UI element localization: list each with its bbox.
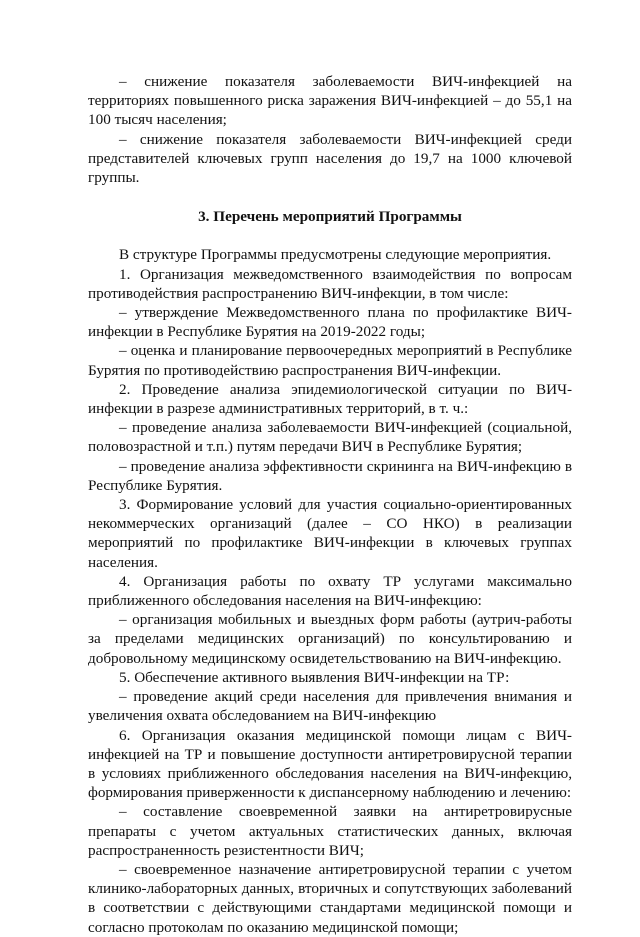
paragraph: В структуре Программы предусмотрены следующие мероприятия. <box>119 246 552 264</box>
paragraph: – проведение анализа заболеваемости ВИЧ-инфекцией (социальной, половозрастной и т.п.) путям передачи ВИЧ в Республике Бурятия; <box>88 419 572 456</box>
paragraph: – организация мобильных и выездных форм работы (аутрич-работы за пределами медицинских организаций) по консультированию и добровольному медицинскому освидетельствованию на ВИЧ-инфекцию. <box>88 611 572 667</box>
paragraph: 4. Организация работы по охвату ТР услугами максимально приближенного обследования населения на ВИЧ-инфекцию: <box>88 572 572 610</box>
paragraph: – своевременное назначение антиретровирусной терапии с учетом клинико-лабораторных данных, вторичных и сопутствующих заболеваний в соответствии с действующими стандартами медицинской помощи и согласно протоколам по оказанию медицинской помощи; <box>88 860 572 936</box>
paragraph: – составление своевременной заявки на антиретровирусные препараты с учетом актуальных статистических данных, включая распространенность резистентности ВИЧ; <box>88 803 572 859</box>
paragraph: – утверждение Межведомственного плана по профилактике ВИЧ-инфекции в Республике Бурятия на 2019-2022 годы; <box>88 304 572 341</box>
paragraph: – снижение показателя заболеваемости ВИЧ-инфекцией среди представителей ключевых групп населения до 19,7 на 1000 ключевой группы. <box>88 130 572 187</box>
paragraph: – оценка и планирование первоочередных мероприятий в Республике Бурятия по противодействию распространения ВИЧ-инфекции. <box>88 342 572 379</box>
paragraph: – снижение показателя заболеваемости ВИЧ-инфекцией на территориях повышенного риска заражения ВИЧ-инфекцией – до 55,1 на 100 тысяч населения; <box>88 73 572 129</box>
paragraph: 6. Организация оказания медицинской помощи лицам с ВИЧ-инфекцией на ТР и повышение доступности антиретровирусной терапии в условиях приближенного обследования населения на ВИЧ-инфекцию, формирования приверженности к диспансерному наблюдению и лечению: <box>88 726 572 802</box>
paragraph: – проведение анализа эффективности скрининга на ВИЧ-инфекцию в Республике Бурятия. <box>88 457 572 494</box>
document-page <box>88 72 572 937</box>
paragraph: 1. Организация межведомственного взаимодействия по вопросам противодействия распространению ВИЧ-инфекции, в том числе: <box>88 265 572 302</box>
paragraph: – проведение акций среди населения для привлечения внимания и увеличения охвата обследованием на ВИЧ-инфекцию <box>88 688 572 725</box>
paragraph: 2. Проведение анализа эпидемиологической ситуации по ВИЧ-инфекции в разрезе административных территорий, в т. ч.: <box>88 380 572 418</box>
section-heading: 3. Перечень мероприятий Программы <box>198 208 462 226</box>
paragraph: 5. Обеспечение активного выявления ВИЧ-инфекции на ТР: <box>119 668 510 686</box>
paragraph: 3. Формирование условий для участия социально-ориентированных некоммерческих организаций (далее – СО НКО) в реализации мероприятий по профилактике ВИЧ-инфекции в ключевых группах населения. <box>88 496 572 571</box>
